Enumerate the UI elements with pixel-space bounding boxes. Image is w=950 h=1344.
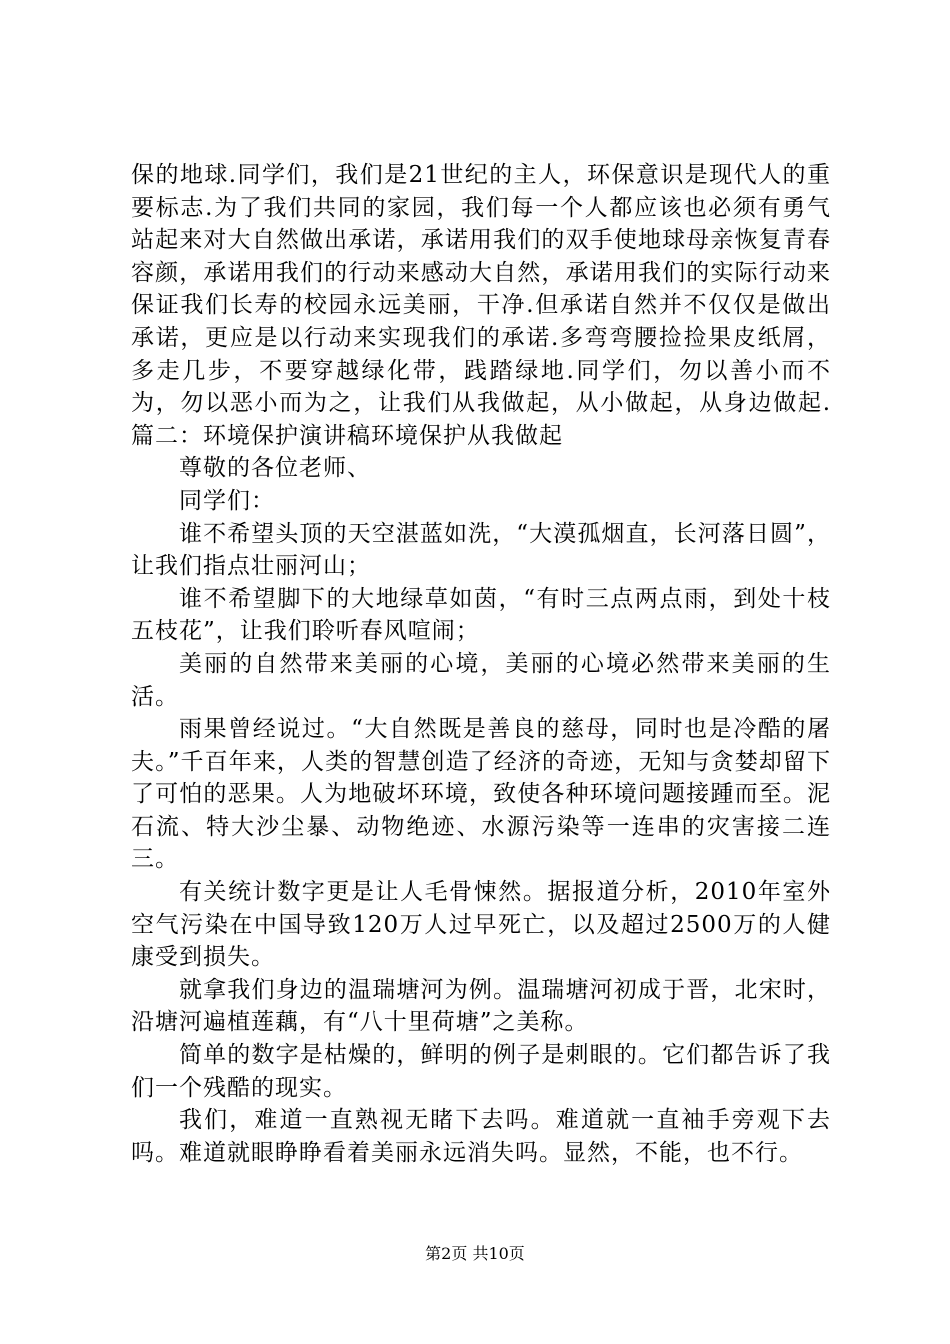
paragraph-3: 同学们： [179, 487, 275, 514]
paragraph-2: 尊敬的各位老师、 [179, 455, 371, 482]
paragraph-5: 谁不希望脚下的大地绿草如茵，“有时三点两点雨，到处十枝五枝花”，让我们聆听春风喧闹； [131, 585, 831, 645]
paragraph-8: 有关统计数字更是让人毛骨悚然。据报道分析，2010年室外空气污染在中国导致120万人过早死亡，以及超过2500万的人健康受到损失。 [131, 879, 831, 971]
paragraph-4: 谁不希望头顶的天空湛蓝如洗，“大漠孤烟直，长河落日圆”，让我们指点壮丽河山； [131, 520, 831, 580]
paragraph-9: 就拿我们身边的温瑞塘河为例。温瑞塘河初成于晋，北宋时，沿塘河遍植莲藕，有“八十里荷塘”之美称。 [131, 976, 831, 1036]
paragraph-6: 美丽的自然带来美丽的心境，美丽的心境必然带来美丽的生活。 [131, 650, 831, 710]
paragraph-10: 简单的数字是枯燥的，鲜明的例子是刺眼的。它们都告诉了我们一个残酷的现实。 [131, 1042, 831, 1101]
page-number-footer: 第2页 共10页 [425, 1244, 525, 1263]
paragraph-7: 雨果曾经说过。“大自然既是善良的慈母，同时也是冷酷的屠夫。”千百年来，人类的智慧创造了经济的奇迹，无知与贪婪却留下了可怕的恶果。人为地破坏环境，致使各种环境问题接踵而至。泥石流、特大沙尘暴、动物绝迹、水源污染等一连串的灾害接二连三。 [131, 716, 831, 873]
document-body [131, 159, 831, 1169]
paragraph-1: 保的地球.同学们，我们是21世纪的主人，环保意识是现代人的重要标志.为了我们共同的家园，我们每一个人都应该也必须有勇气站起来对大自然做出承诺，承诺用我们的双手使地球母亲恢复青春容颜，承诺用我们的行动来感动大自然，承诺用我们的实际行动来保证我们长寿的校园永远美丽，干净.但承诺自然并不仅仅是做出承诺，更应是以行动来实现我们的承诺.多弯弯腰捡捡果皮纸屑，多走几步，不要穿越绿化带，践踏绿地.同学们，勿以善小而不为，勿以恶小而为之，让我们从我做起，从小做起，从身边做起.篇二：环境保护演讲稿环境保护从我做起 [131, 162, 831, 449]
paragraph-11: 我们，难道一直熟视无睹下去吗。难道就一直袖手旁观下去吗。难道就眼睁睁看着美丽永远消失吗。显然，不能，也不行。 [131, 1107, 831, 1166]
